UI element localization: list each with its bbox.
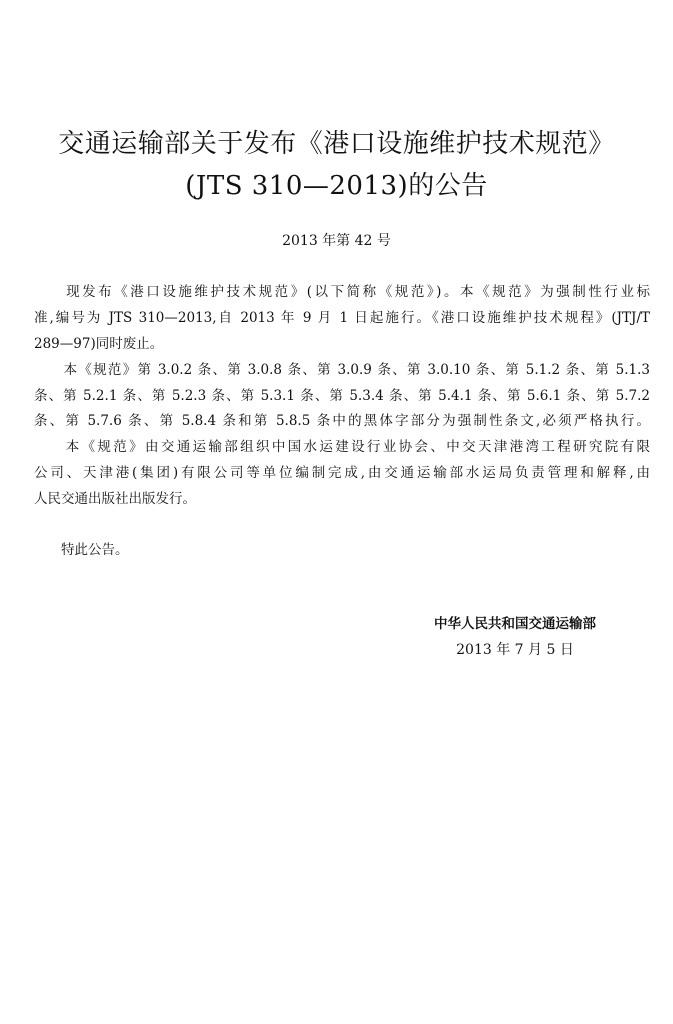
document-number: 2013 年第 42 号 xyxy=(282,233,391,249)
document-title-line-2: (JTS 310—2013)的公告 xyxy=(185,171,488,201)
paragraph-1-line-3: 289—97)同时废止。 xyxy=(34,336,164,352)
signature-organization: 中华人民共和国交通运输部 xyxy=(434,616,596,632)
paragraph-2-line-3: 条、第 5.7.6 条、第 5.8.4 条和第 5.8.5 条中的黑体字部分为强制性条文,必须严格执行。 xyxy=(34,413,650,429)
paragraph-3-line-3: 人民交通出版社出版发行。 xyxy=(34,491,196,507)
signature-date: 2013 年 7 月 5 日 xyxy=(456,642,574,658)
document-title-line-1: 交通运输部关于发布《港口设施维护技术规范》 xyxy=(58,129,615,159)
paragraph-3-line-2: 公司、天津港(集团)有限公司等单位编制完成,由交通运输部水运局负责管理和解释,由 xyxy=(34,465,650,481)
paragraph-1-line-1: 现发布《港口设施维护技术规范》(以下简称《规范》)。本《规范》为强制性行业标 xyxy=(34,284,650,300)
closing-line: 特此公告。 xyxy=(34,542,129,558)
paragraph-3-line-1: 本《规范》由交通运输部组织中国水运建设行业协会、中交天津港湾工程研究院有限 xyxy=(34,439,650,455)
paragraph-2-line-1: 本《规范》第 3.0.2 条、第 3.0.8 条、第 3.0.9 条、第 3.0.10 条、第 5.1.2 条、第 5.1.3 xyxy=(34,362,650,378)
paragraph-1-line-2: 准,编号为 JTS 310—2013,自 2013 年 9 月 1 日起施行。《港口设施维护技术规程》(JTJ/T xyxy=(34,310,650,326)
paragraph-2-line-2: 条、第 5.2.1 条、第 5.2.3 条、第 5.3.1 条、第 5.3.4 条、第 5.4.1 条、第 5.6.1 条、第 5.7.2 xyxy=(34,388,650,404)
